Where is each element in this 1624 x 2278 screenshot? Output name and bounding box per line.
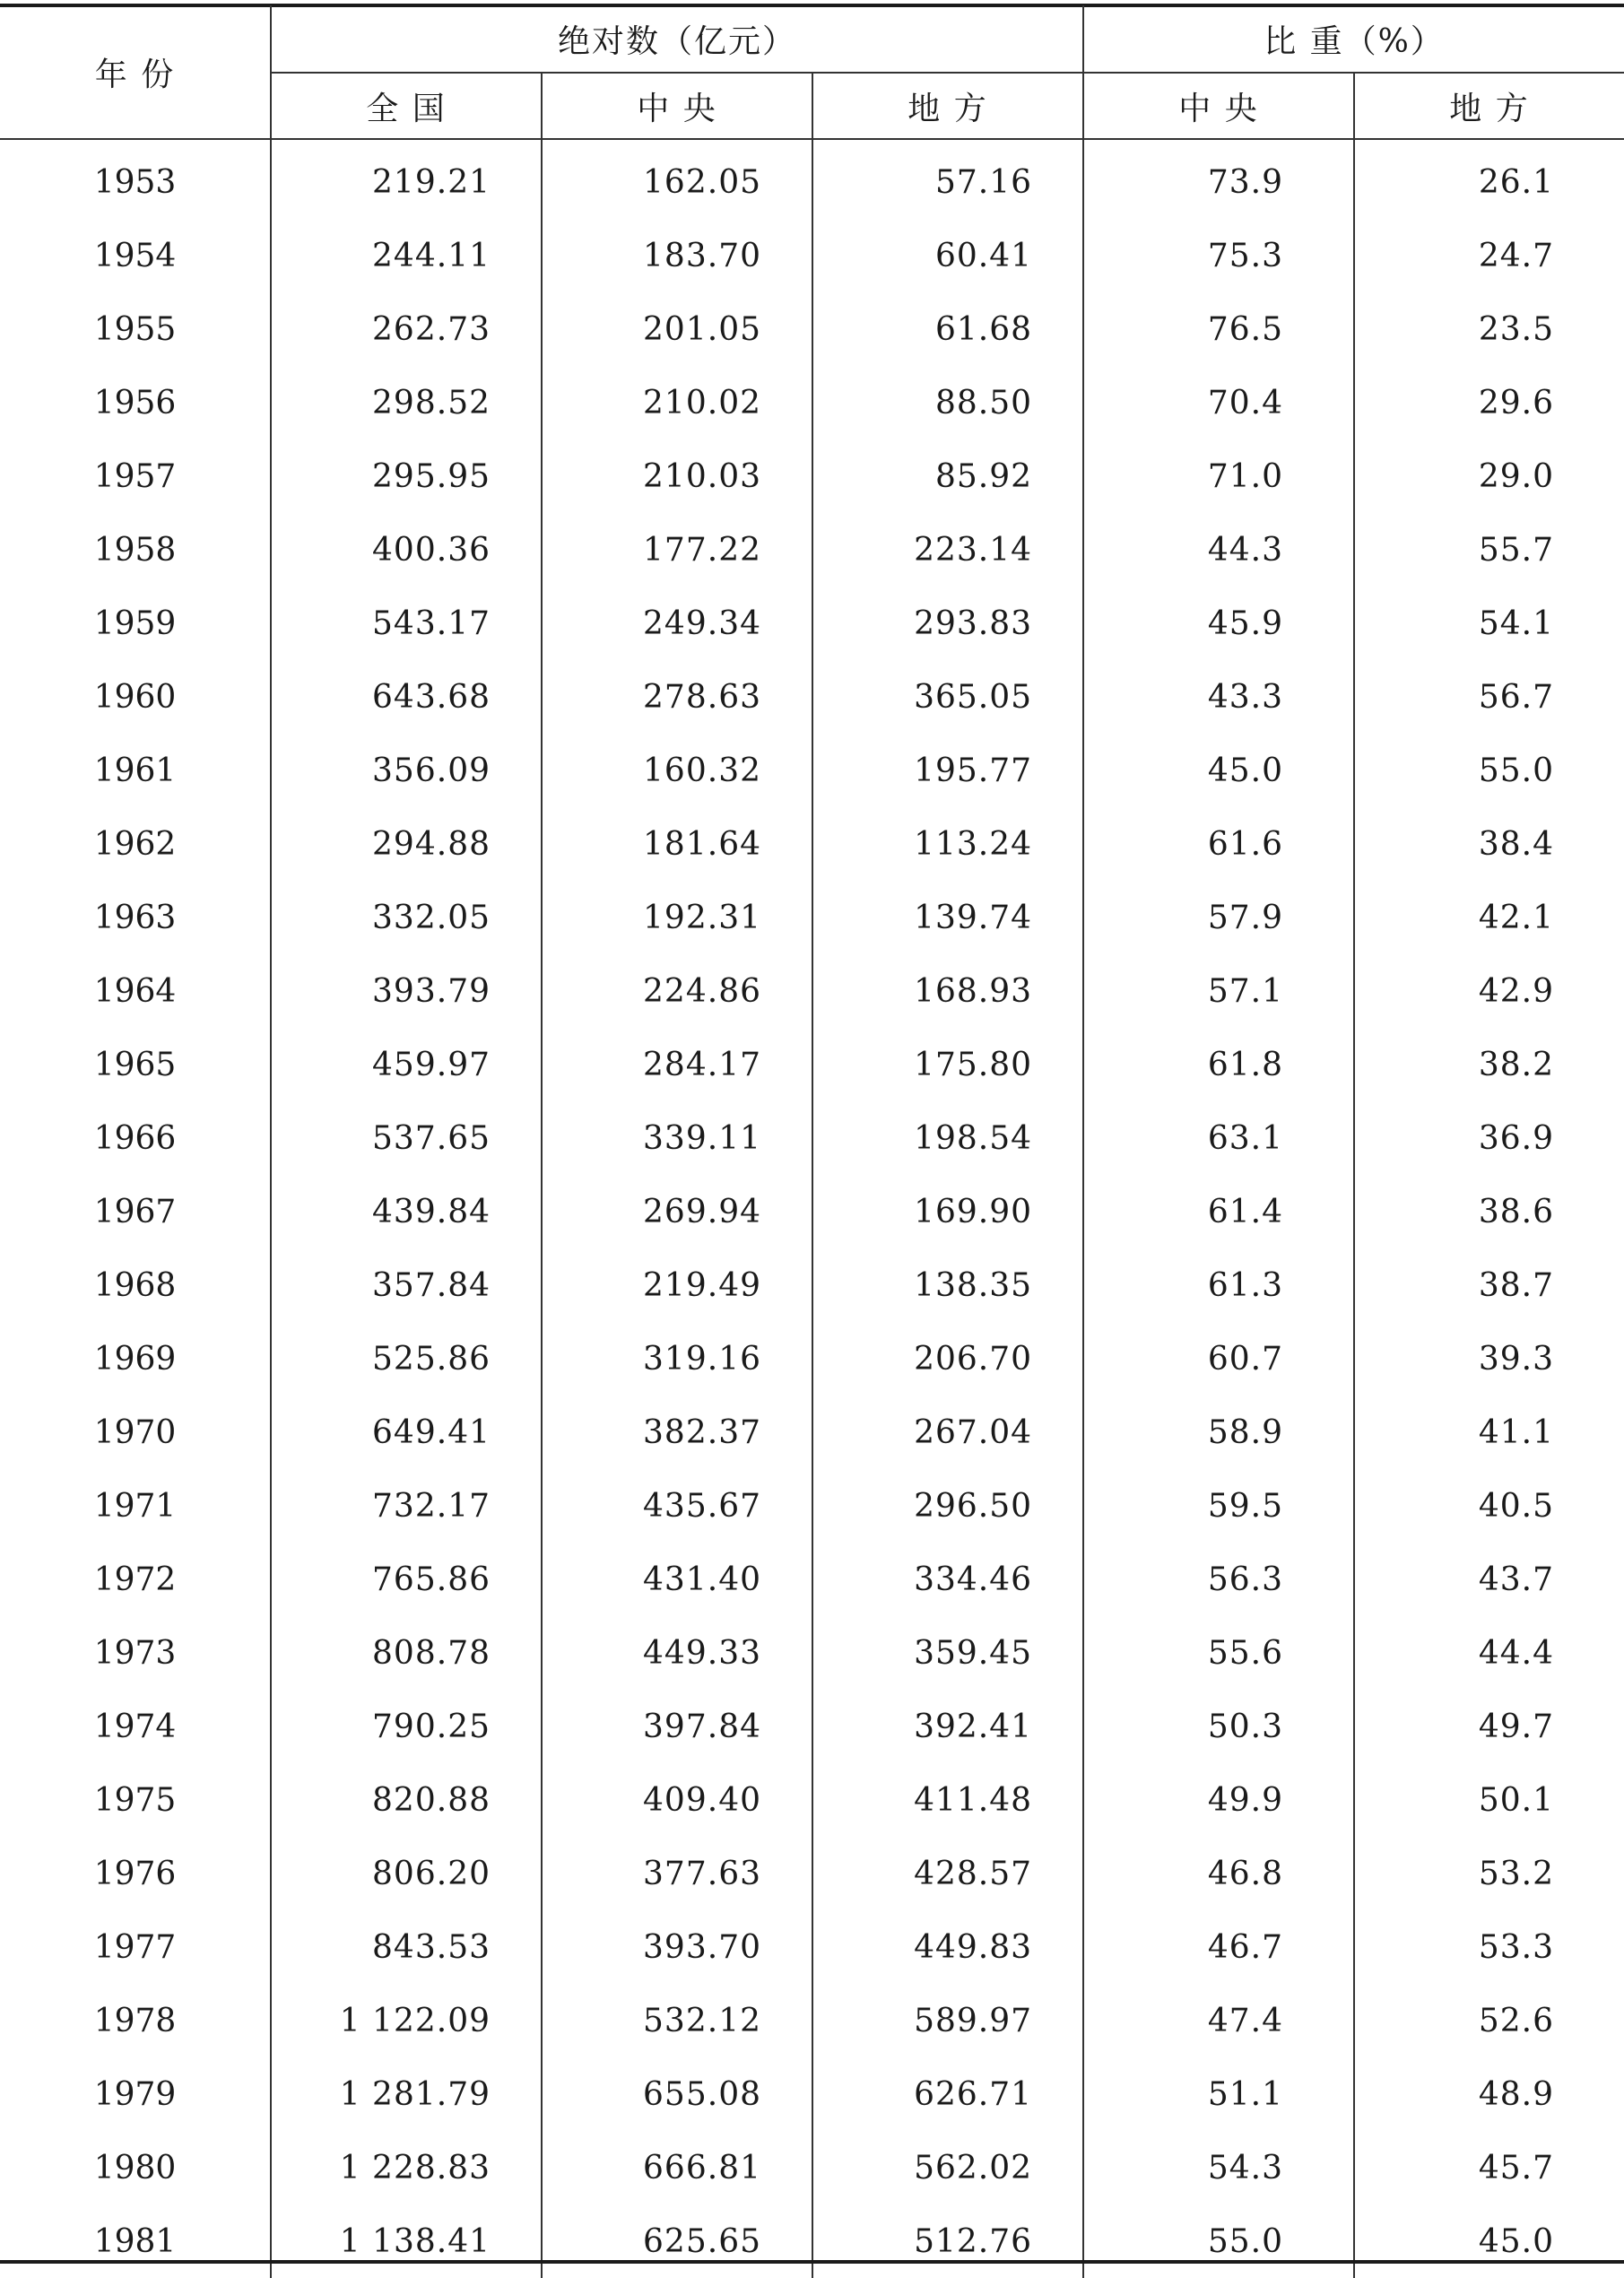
cell-local-share: 42.1 bbox=[1478, 899, 1555, 936]
cell-central-share: 56.3 bbox=[1083, 1543, 1354, 1616]
table-row bbox=[0, 734, 1624, 807]
cell-central: 655.08 bbox=[542, 2057, 812, 2131]
table-row bbox=[0, 439, 1624, 513]
table-row bbox=[0, 2057, 1624, 2131]
cell-local-share: 50.1 bbox=[1478, 1781, 1555, 1819]
cell-central: 210.03 bbox=[542, 439, 812, 513]
table-row bbox=[0, 2204, 1624, 2278]
cell-local: 88.50 bbox=[812, 366, 1083, 439]
cell-central-share: 44.3 bbox=[1083, 513, 1354, 587]
table-row bbox=[0, 1175, 1624, 1248]
cell-central: 181.64 bbox=[542, 807, 812, 881]
local-share-column-header: 地 方 bbox=[1354, 73, 1624, 139]
cell-national: 543.17 bbox=[271, 587, 542, 660]
cell-national: 400.36 bbox=[271, 513, 542, 587]
table-row bbox=[0, 1248, 1624, 1322]
cell-local: 296.50 bbox=[812, 1469, 1083, 1543]
cell-local: 206.70 bbox=[812, 1322, 1083, 1395]
cell-central: 397.84 bbox=[542, 1690, 812, 1763]
cell-central-share: 60.7 bbox=[1083, 1322, 1354, 1395]
cell-central: 431.40 bbox=[542, 1543, 812, 1616]
cell-central: 162.05 bbox=[542, 139, 812, 219]
cell-local-share: 38.7 bbox=[1478, 1266, 1555, 1304]
cell-local-share: 42.9 bbox=[1478, 972, 1555, 1010]
cell-local-share: 54.1 bbox=[1478, 604, 1555, 642]
table-row bbox=[0, 807, 1624, 881]
cell-year: 1972 bbox=[0, 1543, 271, 1616]
cell-year: 1979 bbox=[0, 2057, 271, 2131]
cell-year: 1955 bbox=[0, 292, 271, 366]
cell-local-share: 45.7 bbox=[1478, 2149, 1555, 2187]
cell-local-share: 48.9 bbox=[1478, 2075, 1555, 2113]
cell-year: 1967 bbox=[0, 1175, 271, 1248]
table-row bbox=[0, 587, 1624, 660]
cell-national: 537.65 bbox=[271, 1101, 542, 1175]
table-row bbox=[0, 881, 1624, 954]
cell-year: 1971 bbox=[0, 1469, 271, 1543]
table-bottom-rule bbox=[0, 2260, 1624, 2264]
cell-central: 409.40 bbox=[542, 1763, 812, 1837]
table-row bbox=[0, 1322, 1624, 1395]
cell-local-share: 29.0 bbox=[1478, 457, 1555, 495]
cell-national: 806.20 bbox=[271, 1837, 542, 1910]
cell-local: 61.68 bbox=[812, 292, 1083, 366]
cell-local: 359.45 bbox=[812, 1616, 1083, 1690]
cell-local: 113.24 bbox=[812, 807, 1083, 881]
cell-year: 1975 bbox=[0, 1763, 271, 1837]
cell-local-share: 38.4 bbox=[1478, 825, 1555, 863]
cell-year: 1964 bbox=[0, 954, 271, 1028]
table-row bbox=[0, 366, 1624, 439]
cell-central: 625.65 bbox=[542, 2204, 812, 2278]
cell-central-share: 57.9 bbox=[1083, 881, 1354, 954]
cell-central-share: 46.8 bbox=[1083, 1837, 1354, 1910]
cell-central-share: 63.1 bbox=[1083, 1101, 1354, 1175]
cell-central: 393.70 bbox=[542, 1910, 812, 1984]
table-row bbox=[0, 1469, 1624, 1543]
table-row bbox=[0, 513, 1624, 587]
local-column-header: 地 方 bbox=[812, 73, 1083, 139]
cell-central-share: 43.3 bbox=[1083, 660, 1354, 734]
cell-central: 382.37 bbox=[542, 1395, 812, 1469]
cell-local-share: 23.5 bbox=[1478, 310, 1555, 348]
cell-year: 1959 bbox=[0, 587, 271, 660]
cell-local: 334.46 bbox=[812, 1543, 1083, 1616]
cell-central: 278.63 bbox=[542, 660, 812, 734]
table-body bbox=[0, 139, 1624, 2278]
cell-local-share: 36.9 bbox=[1478, 1119, 1555, 1157]
cell-local: 169.90 bbox=[812, 1175, 1083, 1248]
cell-local: 589.97 bbox=[812, 1984, 1083, 2057]
cell-local: 57.16 bbox=[812, 139, 1083, 219]
table-row bbox=[0, 1690, 1624, 1763]
cell-local-share: 52.6 bbox=[1478, 2002, 1555, 2039]
cell-local: 411.48 bbox=[812, 1763, 1083, 1837]
cell-central: 435.67 bbox=[542, 1469, 812, 1543]
cell-year: 1969 bbox=[0, 1322, 271, 1395]
cell-national: 393.79 bbox=[271, 954, 542, 1028]
cell-year: 1980 bbox=[0, 2131, 271, 2204]
table-row bbox=[0, 1837, 1624, 1910]
cell-central: 224.86 bbox=[542, 954, 812, 1028]
cell-central: 249.34 bbox=[542, 587, 812, 660]
cell-local: 175.80 bbox=[812, 1028, 1083, 1101]
cell-year: 1960 bbox=[0, 660, 271, 734]
cell-year: 1977 bbox=[0, 1910, 271, 1984]
cell-local-share: 45.0 bbox=[1478, 2222, 1555, 2260]
cell-year: 1981 bbox=[0, 2204, 271, 2278]
table-row bbox=[0, 1395, 1624, 1469]
cell-national: 643.68 bbox=[271, 660, 542, 734]
year-column-header: 年 份 bbox=[0, 5, 271, 139]
cell-central: 319.16 bbox=[542, 1322, 812, 1395]
cell-local-share: 26.1 bbox=[1478, 163, 1555, 201]
cell-central-share: 47.4 bbox=[1083, 1984, 1354, 2057]
cell-local: 198.54 bbox=[812, 1101, 1083, 1175]
cell-central-share: 61.4 bbox=[1083, 1175, 1354, 1248]
cell-local: 428.57 bbox=[812, 1837, 1083, 1910]
cell-central-share: 73.9 bbox=[1083, 139, 1354, 219]
cell-local: 267.04 bbox=[812, 1395, 1083, 1469]
cell-central: 177.22 bbox=[542, 513, 812, 587]
central-column-header: 中 央 bbox=[542, 73, 812, 139]
cell-local: 512.76 bbox=[812, 2204, 1083, 2278]
cell-national: 1 122.09 bbox=[271, 1984, 542, 2057]
cell-central-share: 61.3 bbox=[1083, 1248, 1354, 1322]
cell-year: 1958 bbox=[0, 513, 271, 587]
cell-local-share: 38.6 bbox=[1478, 1193, 1555, 1230]
share-group-header: 比 重（%） bbox=[1083, 5, 1624, 73]
cell-central-share: 45.0 bbox=[1083, 734, 1354, 807]
cell-year: 1956 bbox=[0, 366, 271, 439]
cell-year: 1968 bbox=[0, 1248, 271, 1322]
table-row bbox=[0, 1984, 1624, 2057]
cell-national: 843.53 bbox=[271, 1910, 542, 1984]
cell-central-share: 76.5 bbox=[1083, 292, 1354, 366]
cell-local-share: 53.3 bbox=[1478, 1928, 1555, 1966]
cell-national: 1 281.79 bbox=[271, 2057, 542, 2131]
cell-year: 1965 bbox=[0, 1028, 271, 1101]
cell-central-share: 54.3 bbox=[1083, 2131, 1354, 2204]
fiscal-revenue-table bbox=[0, 5, 1624, 2278]
cell-year: 1966 bbox=[0, 1101, 271, 1175]
cell-local-share: 41.1 bbox=[1478, 1413, 1555, 1451]
cell-central-share: 57.1 bbox=[1083, 954, 1354, 1028]
cell-national: 820.88 bbox=[271, 1763, 542, 1837]
cell-central: 183.70 bbox=[542, 219, 812, 292]
table-row bbox=[0, 954, 1624, 1028]
cell-national: 808.78 bbox=[271, 1616, 542, 1690]
cell-central-share: 45.9 bbox=[1083, 587, 1354, 660]
cell-national: 294.88 bbox=[271, 807, 542, 881]
table-row bbox=[0, 1028, 1624, 1101]
table-row bbox=[0, 1763, 1624, 1837]
cell-central-share: 71.0 bbox=[1083, 439, 1354, 513]
cell-central: 449.33 bbox=[542, 1616, 812, 1690]
cell-national: 459.97 bbox=[271, 1028, 542, 1101]
cell-national: 295.95 bbox=[271, 439, 542, 513]
cell-central: 160.32 bbox=[542, 734, 812, 807]
table-header bbox=[0, 5, 1624, 139]
cell-central-share: 50.3 bbox=[1083, 1690, 1354, 1763]
cell-year: 1957 bbox=[0, 439, 271, 513]
cell-national: 1 228.83 bbox=[271, 2131, 542, 2204]
cell-central: 532.12 bbox=[542, 1984, 812, 2057]
cell-central-share: 58.9 bbox=[1083, 1395, 1354, 1469]
cell-local-share: 29.6 bbox=[1478, 384, 1555, 422]
table-row bbox=[0, 139, 1624, 219]
cell-year: 1963 bbox=[0, 881, 271, 954]
cell-local-share: 44.4 bbox=[1478, 1634, 1555, 1672]
cell-local: 365.05 bbox=[812, 660, 1083, 734]
cell-national: 244.11 bbox=[271, 219, 542, 292]
cell-local-share: 56.7 bbox=[1478, 678, 1555, 716]
cell-year: 1973 bbox=[0, 1616, 271, 1690]
cell-central-share: 61.8 bbox=[1083, 1028, 1354, 1101]
cell-national: 525.86 bbox=[271, 1322, 542, 1395]
cell-year: 1974 bbox=[0, 1690, 271, 1763]
cell-central: 201.05 bbox=[542, 292, 812, 366]
central-share-column-header: 中 央 bbox=[1083, 73, 1354, 139]
cell-national: 332.05 bbox=[271, 881, 542, 954]
cell-local-share: 55.7 bbox=[1478, 531, 1555, 569]
cell-local-share: 43.7 bbox=[1478, 1561, 1555, 1598]
cell-central-share: 55.6 bbox=[1083, 1616, 1354, 1690]
cell-local: 60.41 bbox=[812, 219, 1083, 292]
cell-local: 626.71 bbox=[812, 2057, 1083, 2131]
cell-central-share: 61.6 bbox=[1083, 807, 1354, 881]
cell-local-share: 39.3 bbox=[1478, 1340, 1555, 1378]
cell-local-share: 55.0 bbox=[1478, 752, 1555, 789]
cell-local: 562.02 bbox=[812, 2131, 1083, 2204]
cell-year: 1978 bbox=[0, 1984, 271, 2057]
header-row-groups bbox=[0, 5, 1624, 73]
cell-national: 262.73 bbox=[271, 292, 542, 366]
cell-local: 293.83 bbox=[812, 587, 1083, 660]
cell-local: 449.83 bbox=[812, 1910, 1083, 1984]
cell-national: 1 138.41 bbox=[271, 2204, 542, 2278]
cell-year: 1976 bbox=[0, 1837, 271, 1910]
cell-national: 357.84 bbox=[271, 1248, 542, 1322]
cell-central: 339.11 bbox=[542, 1101, 812, 1175]
cell-central: 666.81 bbox=[542, 2131, 812, 2204]
cell-local: 223.14 bbox=[812, 513, 1083, 587]
cell-year: 1954 bbox=[0, 219, 271, 292]
national-column-header: 全 国 bbox=[271, 73, 542, 139]
cell-local-share: 49.7 bbox=[1478, 1708, 1555, 1745]
cell-national: 219.21 bbox=[271, 139, 542, 219]
cell-local: 138.35 bbox=[812, 1248, 1083, 1322]
cell-national: 790.25 bbox=[271, 1690, 542, 1763]
table-row bbox=[0, 1543, 1624, 1616]
cell-local-share: 24.7 bbox=[1478, 237, 1555, 274]
cell-local: 139.74 bbox=[812, 881, 1083, 954]
cell-national: 765.86 bbox=[271, 1543, 542, 1616]
table-row bbox=[0, 219, 1624, 292]
cell-local: 195.77 bbox=[812, 734, 1083, 807]
cell-central-share: 49.9 bbox=[1083, 1763, 1354, 1837]
cell-central: 210.02 bbox=[542, 366, 812, 439]
cell-local-share: 53.2 bbox=[1478, 1855, 1555, 1892]
cell-local-share: 40.5 bbox=[1478, 1487, 1555, 1525]
cell-local: 85.92 bbox=[812, 439, 1083, 513]
cell-year: 1970 bbox=[0, 1395, 271, 1469]
cell-local-share: 38.2 bbox=[1478, 1046, 1555, 1083]
cell-national: 732.17 bbox=[271, 1469, 542, 1543]
cell-year: 1961 bbox=[0, 734, 271, 807]
cell-central-share: 55.0 bbox=[1083, 2204, 1354, 2278]
cell-central-share: 51.1 bbox=[1083, 2057, 1354, 2131]
cell-central: 192.31 bbox=[542, 881, 812, 954]
table-row bbox=[0, 1101, 1624, 1175]
cell-year: 1953 bbox=[0, 139, 271, 219]
cell-national: 356.09 bbox=[271, 734, 542, 807]
cell-central-share: 59.5 bbox=[1083, 1469, 1354, 1543]
cell-central-share: 46.7 bbox=[1083, 1910, 1354, 1984]
cell-national: 649.41 bbox=[271, 1395, 542, 1469]
cell-central: 269.94 bbox=[542, 1175, 812, 1248]
table-row bbox=[0, 2131, 1624, 2204]
cell-year: 1962 bbox=[0, 807, 271, 881]
cell-local: 392.41 bbox=[812, 1690, 1083, 1763]
cell-central: 377.63 bbox=[542, 1837, 812, 1910]
table-row bbox=[0, 292, 1624, 366]
absolute-value-group-header: 绝对数（亿元） bbox=[271, 5, 1083, 73]
cell-national: 439.84 bbox=[271, 1175, 542, 1248]
cell-central: 284.17 bbox=[542, 1028, 812, 1101]
cell-central-share: 70.4 bbox=[1083, 366, 1354, 439]
cell-local: 168.93 bbox=[812, 954, 1083, 1028]
table-row bbox=[0, 1616, 1624, 1690]
table-row bbox=[0, 1910, 1624, 1984]
cell-national: 298.52 bbox=[271, 366, 542, 439]
cell-central-share: 75.3 bbox=[1083, 219, 1354, 292]
table-row bbox=[0, 660, 1624, 734]
cell-central: 219.49 bbox=[542, 1248, 812, 1322]
